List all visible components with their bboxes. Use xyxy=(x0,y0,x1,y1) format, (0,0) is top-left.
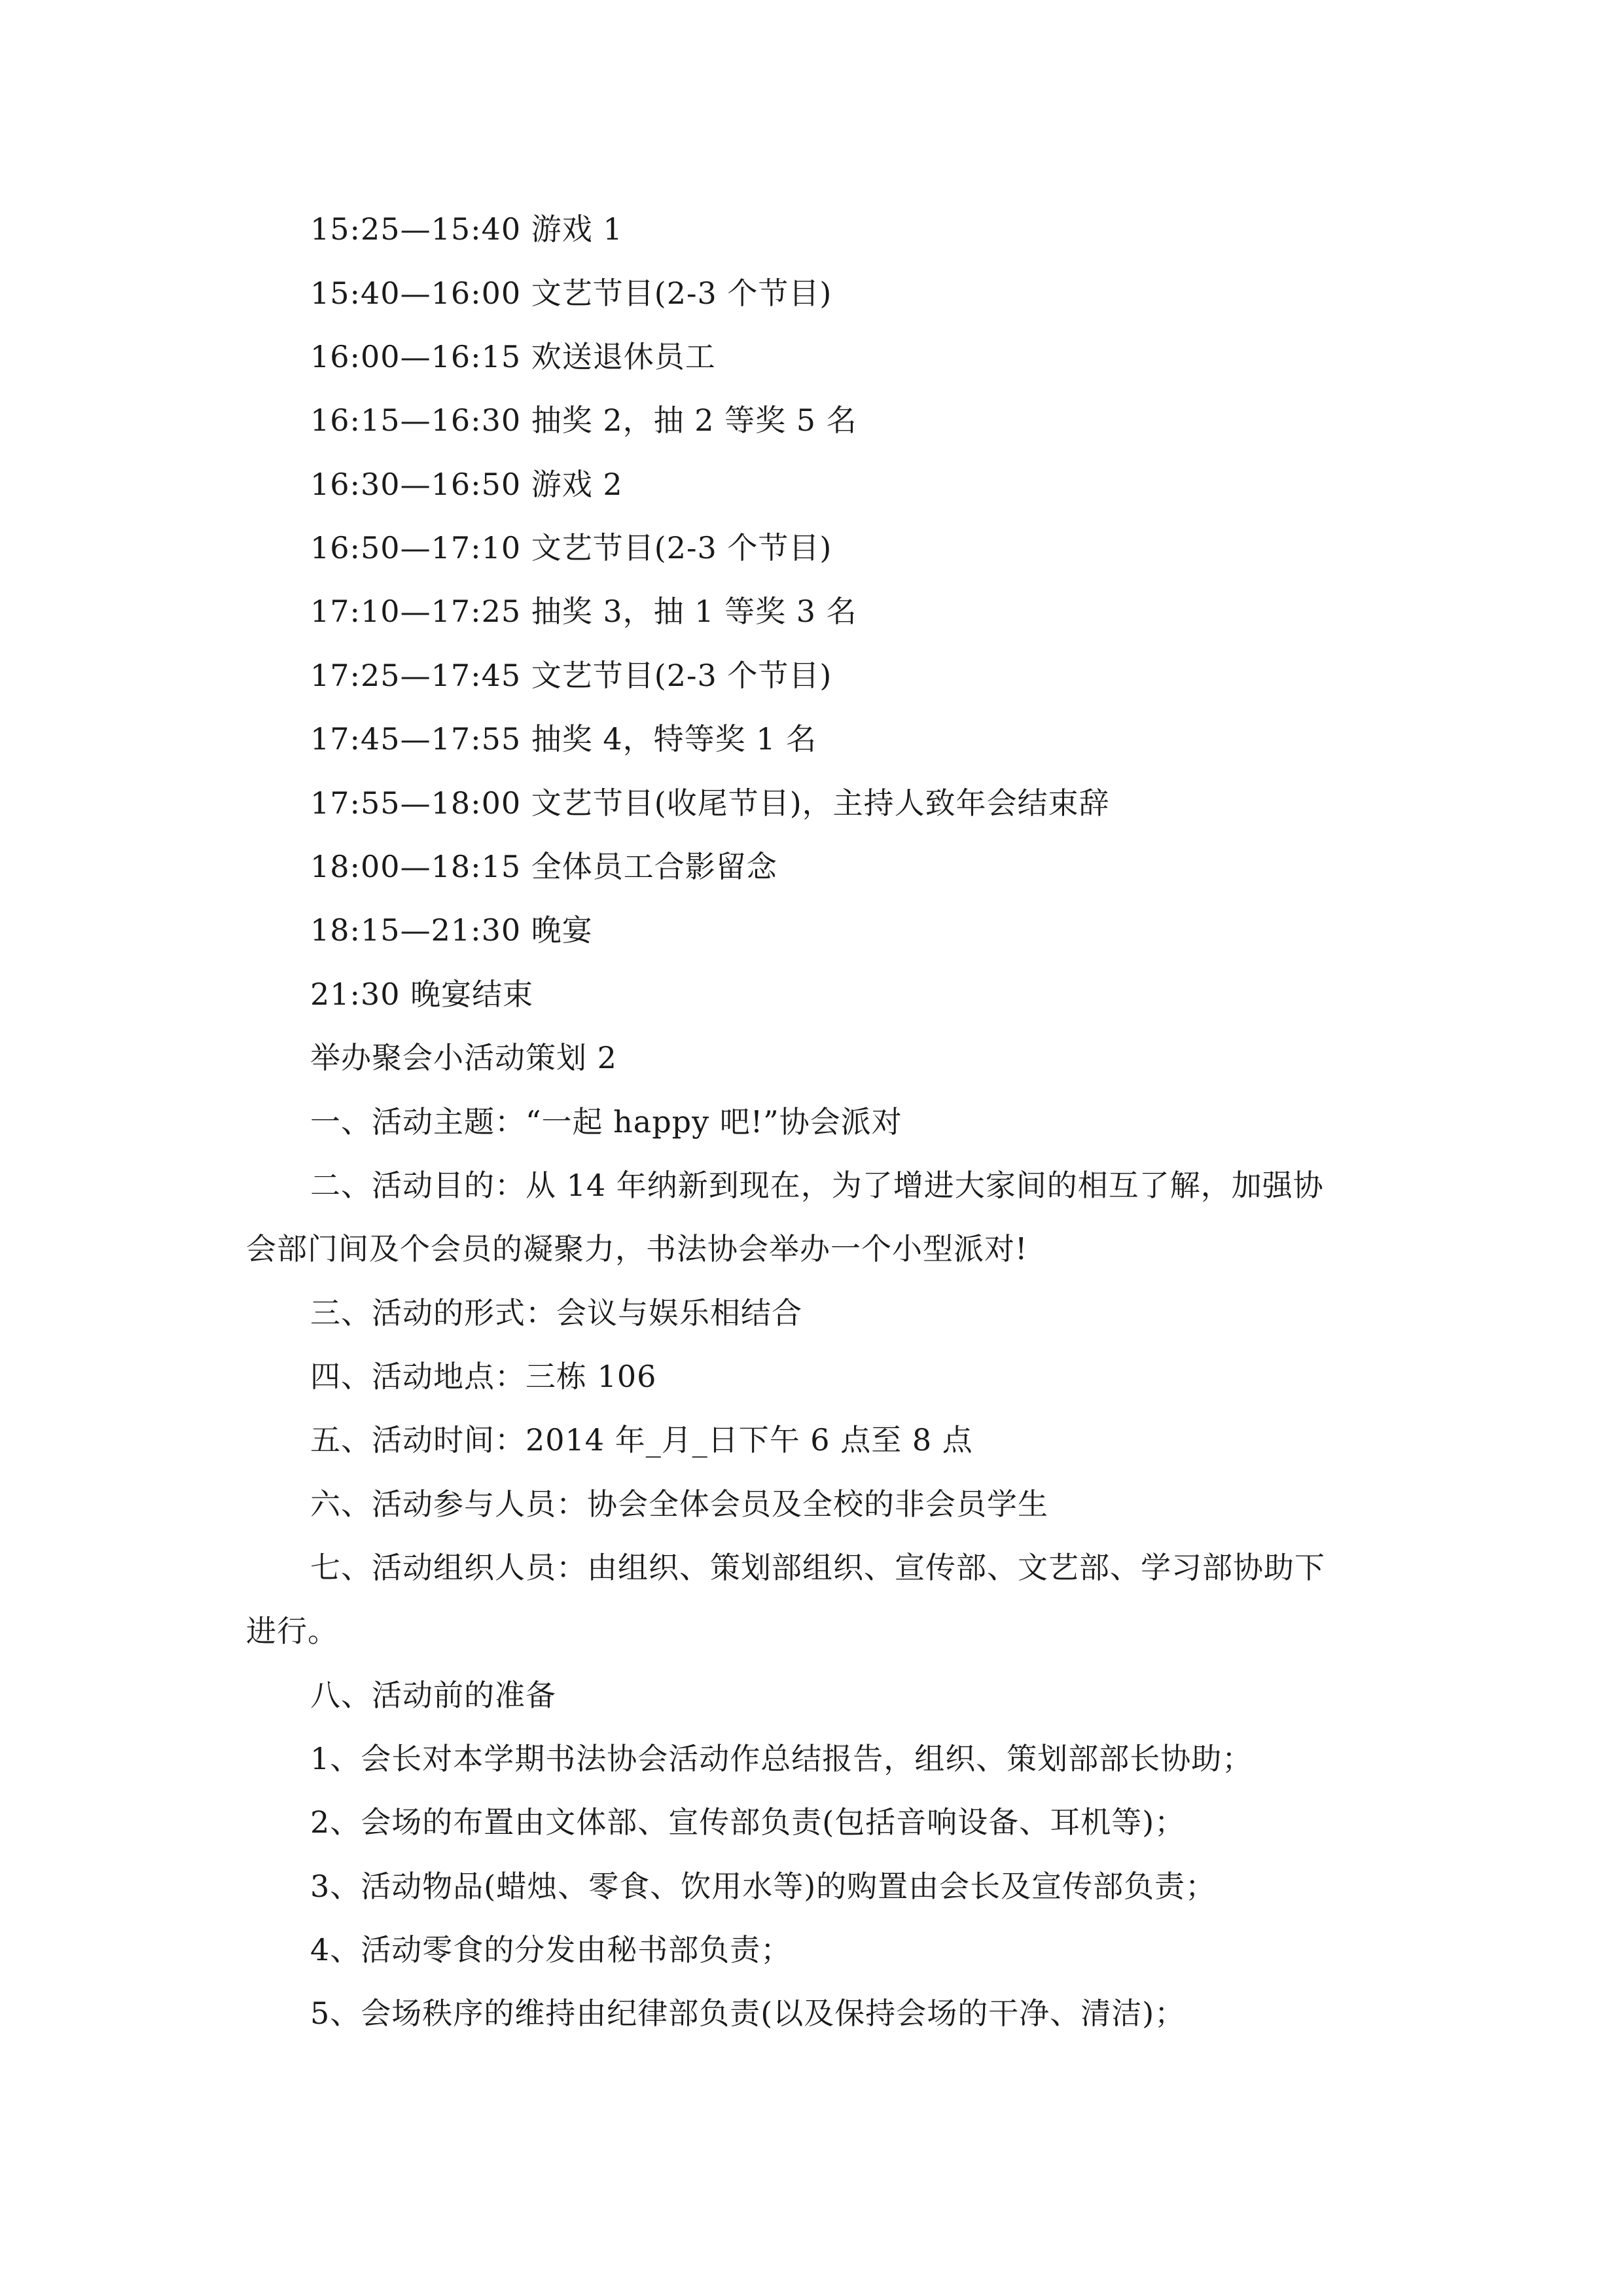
schedule-line: 18:15—21:30 晚宴 xyxy=(310,912,593,948)
prep-list-item: 3、活动物品(蜡烛、零食、饮用水等)的购置由会长及宣传部负责； xyxy=(310,1869,1217,1904)
schedule-line: 17:10—17:25 抽奖 3，抽 1 等奖 3 名 xyxy=(310,594,857,629)
item-purpose: 二、活动目的：从 14 年纳新到现在，为了增进大家间的相互了解，加强协 xyxy=(310,1168,1324,1203)
schedule-line: 17:45—17:55 抽奖 4，特等奖 1 名 xyxy=(310,721,817,757)
schedule-line: 15:40—16:00 文艺节目(2-3 个节目) xyxy=(310,276,832,311)
prep-list-item: 4、活动零食的分发由秘书部负责； xyxy=(310,1932,792,1967)
schedule-line: 16:50—17:10 文艺节目(2-3 个节目) xyxy=(310,530,832,565)
item-location: 四、活动地点：三栋 106 xyxy=(310,1359,657,1394)
item-form: 三、活动的形式：会议与娱乐相结合 xyxy=(310,1295,802,1331)
schedule-line: 15:25—15:40 游戏 1 xyxy=(310,211,623,247)
schedule-line: 16:15—16:30 抽奖 2，抽 2 等奖 5 名 xyxy=(310,403,857,438)
item-organizers: 七、活动组织人员：由组织、策划部组织、宣传部、文艺部、学习部协助下 xyxy=(310,1550,1325,1585)
item-purpose-continued: 会部门间及个会员的凝聚力，书法协会举办一个小型派对! xyxy=(246,1231,1028,1266)
prep-list-item: 5、会场秩序的维持由纪律部负责(以及保持会场的干净、清洁)； xyxy=(310,1996,1186,2031)
prep-list-item: 1、会长对本学期书法协会活动作总结报告，组织、策划部部长协助； xyxy=(310,1741,1253,1776)
schedule-line: 17:55—18:00 文艺节目(收尾节目)，主持人致年会结束辞 xyxy=(310,785,1110,821)
item-participants: 六、活动参与人员：协会全体会员及全校的非会员学生 xyxy=(310,1486,1048,1522)
item-prep-heading: 八、活动前的准备 xyxy=(310,1677,556,1713)
item-time: 五、活动时间：2014 年_月_日下午 6 点至 8 点 xyxy=(310,1422,973,1458)
section-title: 举办聚会小活动策划 2 xyxy=(310,1040,617,1075)
prep-list-item: 2、会场的布置由文体部、宣传部负责(包括音响设备、耳机等)； xyxy=(310,1804,1186,1840)
item-theme: 一、活动主题：“一起 happy 吧!”协会派对 xyxy=(310,1104,902,1139)
schedule-line: 21:30 晚宴结束 xyxy=(310,977,534,1012)
schedule-line: 16:00—16:15 欢送退休员工 xyxy=(310,339,716,374)
schedule-line: 16:30—16:50 游戏 2 xyxy=(310,467,623,502)
schedule-line: 18:00—18:15 全体员工合影留念 xyxy=(310,849,777,884)
schedule-line: 17:25—17:45 文艺节目(2-3 个节目) xyxy=(310,658,832,693)
item-organizers-continued: 进行。 xyxy=(246,1613,338,1649)
